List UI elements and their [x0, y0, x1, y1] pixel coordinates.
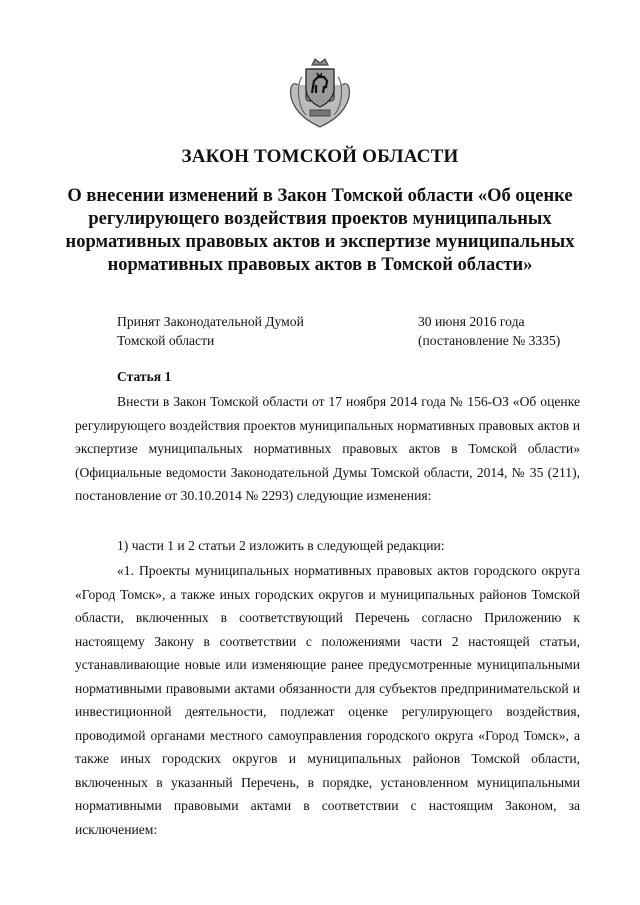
- adoption-body: [117, 312, 377, 350]
- adoption-details: [418, 312, 618, 350]
- adoption-resolution: (постановление № 3335): [418, 333, 561, 348]
- article-paragraph-text: 1) части 1 и 2 статьи 2 изложить в следующей редакции:: [117, 538, 445, 553]
- article-paragraph: [75, 534, 580, 558]
- adoption-body-line2: Томской области: [117, 333, 215, 348]
- coat-of-arms-icon: [282, 55, 358, 131]
- document-title: ЗАКОН ТОМСКОЙ ОБЛАСТИ: [181, 146, 459, 167]
- adoption-body-line1: Принят Законодательной Думой: [117, 314, 304, 329]
- document-subtitle: О внесении изменений в Закон Томской области «Об оценке регулирующего воздействия проектов муниципальных нормативных правовых актов и экспертизе муниципальных нормативных правовых актов в Томской области»: [65, 186, 575, 275]
- article-paragraph-text: «1. Проекты муниципальных нормативных правовых актов городского округа «Город Томск», а также иных городских округов и муниципальных районов Томской области, включенных в соответствующий Перечень согласно Приложению к настоящему Закону в соответствии с положениями части 2 настоящей статьи, устанавливающие новые или изменяющие ранее предусмотренные муниципальными нормативными правовыми актами обязанности для субъектов предпринимательской и инвестиционной деятельности, подлежат оценке регулирующего воздействия, проводимой органами местного самоуправления городского округа «Город Томск», а также иных городских округов и муниципальных районов Томской области, включенных в указанный Перечень, в порядке, установленном муниципальными нормативными правовыми актами в соответствии с настоящим Законом, за исключением:: [75, 563, 580, 837]
- article-heading: Статья 1: [117, 369, 172, 384]
- article-paragraph: [75, 390, 580, 508]
- article-paragraph: [75, 559, 580, 841]
- adoption-date: 30 июня 2016 года: [418, 314, 525, 329]
- article-paragraph-text: Внести в Закон Томской области от 17 ноября 2014 года № 156-ОЗ «Об оценке регулирующего воздействия проектов муниципальных нормативных правовых актов и экспертизе муниципальных нормативных правовых актов в Томской области» (Официальные ведомости Законодательной Думы Томской области, 2014, № 35 (211), постановление от 30.10.2014 № 2293) следующие изменения:: [75, 394, 580, 503]
